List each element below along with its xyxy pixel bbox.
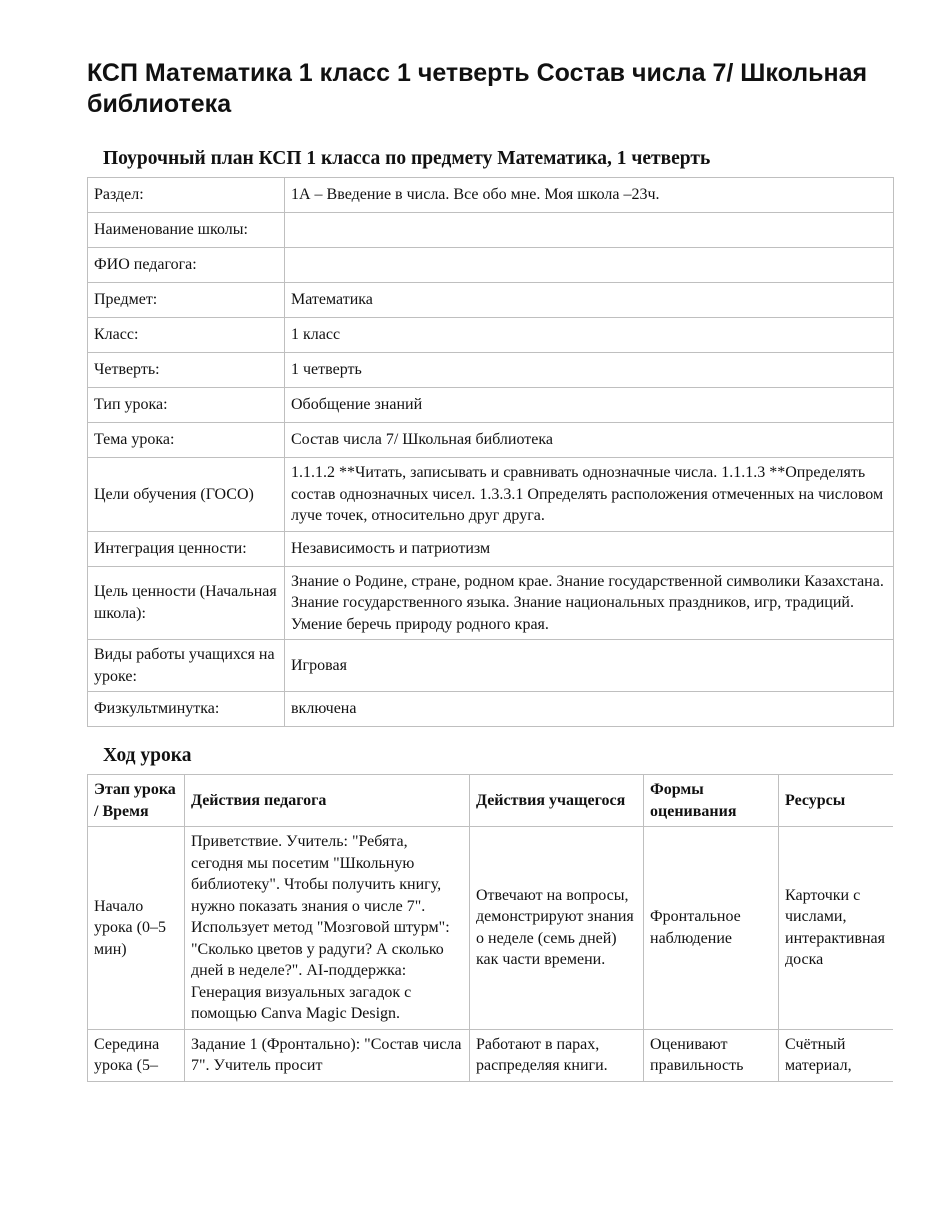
plan-row-value: 1 класс	[285, 318, 894, 353]
plan-row-value	[285, 213, 894, 248]
plan-row-label: Физкультминутка:	[88, 692, 285, 727]
plan-row-label: Цель ценности (Начальная школа):	[88, 566, 285, 640]
plan-row	[88, 388, 894, 423]
flow-header-cell: Действия учащегося	[470, 775, 644, 827]
plan-row	[88, 531, 894, 566]
plan-table-body	[88, 178, 894, 727]
plan-row	[88, 692, 894, 727]
plan-row-label: Тип урока:	[88, 388, 285, 423]
plan-row-label: Предмет:	[88, 283, 285, 318]
plan-row-value: Знание о Родине, стране, родном крае. Знание государственной символики Казахстана. Знание государственного языка. Знание национальных праздников, игр, традиций. Умение беречь природу родного края.	[285, 566, 894, 640]
flow-row	[88, 1029, 894, 1081]
flow-cell-resources: Карточки с числами, интерактивная доска	[779, 827, 894, 1030]
flow-heading: Ход урока	[103, 745, 192, 766]
flow-cell-stage: Начало урока (0–5 мин)	[88, 827, 185, 1030]
flow-cell-assessment: Оценивают правильность	[644, 1029, 779, 1081]
plan-heading: Поурочный план КСП 1 класса по предмету Математика, 1 четверть	[103, 148, 711, 169]
flow-table-container	[87, 774, 893, 1150]
flow-header-cell: Этап урока / Время	[88, 775, 185, 827]
plan-row-label: Четверть:	[88, 353, 285, 388]
plan-row-label: Виды работы учащихся на уроке:	[88, 640, 285, 692]
document-page	[87, 58, 893, 1150]
plan-row-value: 1А – Введение в числа. Все обо мне. Моя школа –23ч.	[285, 178, 894, 213]
flow-cell-stage: Середина урока (5–	[88, 1029, 185, 1081]
plan-row-value: Обобщение знаний	[285, 388, 894, 423]
plan-row-value: Независимость и патриотизм	[285, 531, 894, 566]
plan-row	[88, 178, 894, 213]
plan-row-value: Состав числа 7/ Школьная библиотека	[285, 423, 894, 458]
plan-row-value: Математика	[285, 283, 894, 318]
plan-row-value: включена	[285, 692, 894, 727]
flow-cell-resources: Счётный материал,	[779, 1029, 894, 1081]
plan-row-label: Класс:	[88, 318, 285, 353]
flow-row	[88, 827, 894, 1030]
document-title: КСП Математика 1 класс 1 четверть Состав числа 7/ Школьная библиотека	[87, 59, 868, 118]
plan-row	[88, 640, 894, 692]
plan-row-label: ФИО педагога:	[88, 248, 285, 283]
plan-row-value: Игровая	[285, 640, 894, 692]
plan-row-label: Наименование школы:	[88, 213, 285, 248]
flow-cell-teacher: Задание 1 (Фронтально): "Состав числа 7". Учитель просит	[185, 1029, 470, 1081]
plan-row	[88, 213, 894, 248]
plan-row	[88, 423, 894, 458]
plan-row	[88, 283, 894, 318]
plan-row	[88, 318, 894, 353]
flow-header-cell: Формы оценивания	[644, 775, 779, 827]
flow-cell-student: Отвечают на вопросы, демонстрируют знания о неделе (семь дней) как части времени.	[470, 827, 644, 1030]
flow-table	[87, 774, 893, 1082]
flow-header-cell: Действия педагога	[185, 775, 470, 827]
plan-row-label: Тема урока:	[88, 423, 285, 458]
plan-row	[88, 248, 894, 283]
flow-header-row	[88, 775, 894, 827]
plan-row	[88, 458, 894, 532]
plan-row-label: Раздел:	[88, 178, 285, 213]
plan-row	[88, 353, 894, 388]
flow-cell-student: Работают в парах, распределяя книги.	[470, 1029, 644, 1081]
flow-cell-teacher: Приветствие. Учитель: "Ребята, сегодня мы посетим "Школьную библиотеку". Чтобы получить книгу, нужно показать знания о числе 7". Использует метод "Мозговой штурм": "Сколько цветов у радуги? А сколько дней в неделе?". AI-поддержка: Генерация визуальных загадок с помощью Canva Magic Design.	[185, 827, 470, 1030]
plan-row-value: 1 четверть	[285, 353, 894, 388]
plan-table	[87, 177, 894, 727]
plan-row-label: Интеграция ценности:	[88, 531, 285, 566]
plan-row-label: Цели обучения (ГОСО)	[88, 458, 285, 532]
plan-row-value: 1.1.1.2 **Читать, записывать и сравнивать однозначные числа. 1.1.1.3 **Определять состав однозначных чисел. 1.3.3.1 Определять расположения отмеченных на числовом луче точек, относительно друг друга.	[285, 458, 894, 532]
flow-table-body	[88, 827, 894, 1082]
plan-row-value	[285, 248, 894, 283]
flow-cell-assessment: Фронтальное наблюдение	[644, 827, 779, 1030]
plan-row	[88, 566, 894, 640]
flow-header-cell: Ресурсы	[779, 775, 894, 827]
